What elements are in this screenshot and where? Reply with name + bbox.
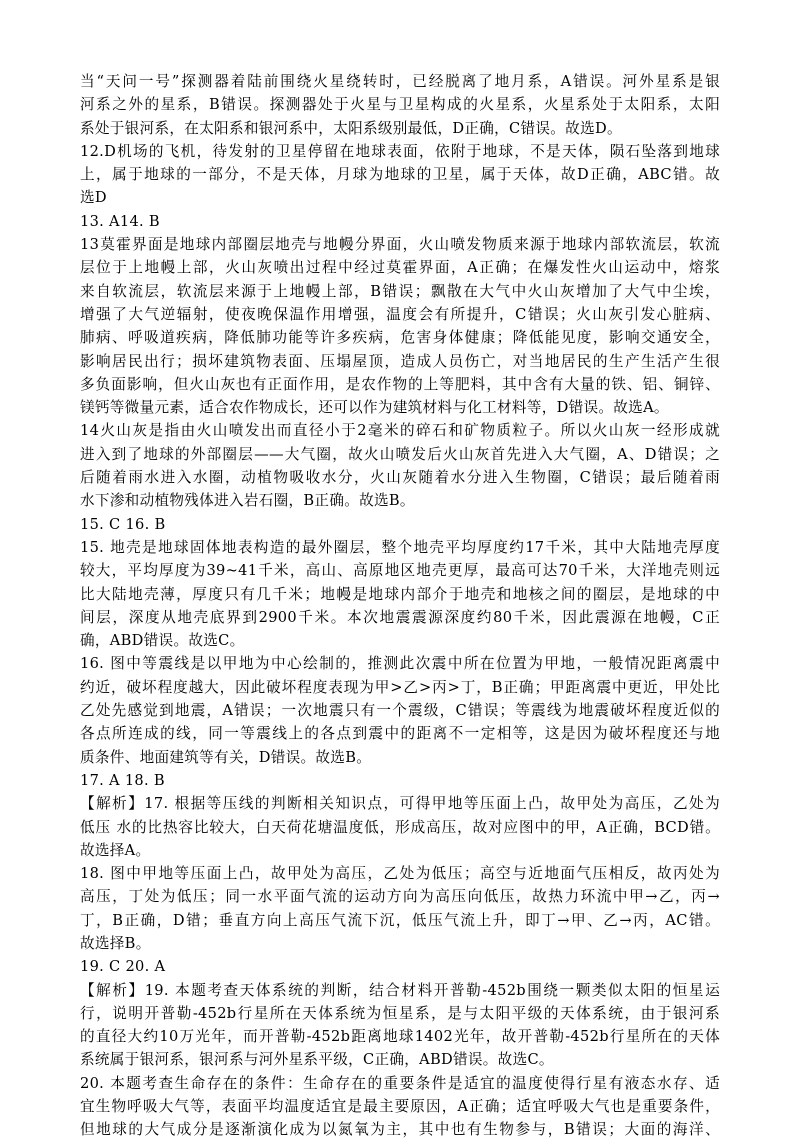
- text-line: 比大陆地壳薄，厚度只有几千米；地幔是地球内部介于地壳和地核之间的圈层，是地球的中: [80, 585, 720, 603]
- text-line: 的直径大约10万光年，而开普勒-452b距离地球1402光年，故开普勒-452b行星所在的天体: [80, 1028, 720, 1046]
- text-line: 水下渗和动植物残体进入岩石圈，B正确。故选B。: [80, 492, 415, 510]
- text-line: 肺病、呼吸道疾病，降低肺功能等许多疾病，危害身体健康；降低能见度，影响交通安全，: [80, 329, 720, 347]
- text-line: 质条件、地面建筑等有关，D错误。故选B。: [80, 748, 372, 766]
- text-line: 各点所连成的线，同一等震线上的各点到震中的距离不一定相等，这是因为破坏程度还与地: [80, 725, 720, 743]
- text-line: 20. 本题考查生命存在的条件：生命存在的重要条件是适宜的温度使得行星有液态水存、适: [80, 1074, 720, 1092]
- text-line: 当“天问一号”探测器着陆前围绕火星绕转时，已经脱离了地月系，A错误。河外星系是银: [80, 73, 720, 90]
- text-line: 丁，B正确，D错；垂直方向上高压气流下沉，低压气流上升，即丁→甲、乙→丙，AC错。: [80, 911, 720, 929]
- text-line: 宜生物呼吸大气等，表面平均温度适宜是最主要原因，A正确；适宜呼吸大气也是重要条件，: [80, 1098, 720, 1116]
- text-line: 较大，平均厚度为39~41千米，高山、高原地区地壳更厚，最高可达70千米，大洋地壳则远: [80, 562, 720, 580]
- text-line: 13. A14. B: [80, 212, 160, 230]
- text-line: 15. C 16. B: [80, 515, 166, 533]
- text-line: 河系之外的星系，B错误。探测器处于火星与卫星构成的火星系，火星系处于太阳系，太阳: [80, 96, 720, 114]
- text-line: 后随着雨水进入水圈，动植物吸收水分，火山灰随着水分进入生物圈，C错误；最后随着雨: [80, 469, 720, 487]
- text-line: 进入到了地球的外部圈层——大气圈，故火山喷发后火山灰首先进入大气圈，A、D错误；之: [80, 445, 720, 463]
- text-line: 乙处先感觉到地震，A错误；一次地震只有一个震级，C错误；等震线为地震破坏程度近似的: [80, 702, 720, 720]
- text-line: 14火山灰是指由火山喷发出而直径小于2毫米的碎石和矿物质粒子。所以火山灰一经形成就: [80, 422, 720, 440]
- text-line: 约近，破坏程度越大，因此破坏程度表现为甲>乙>丙>丁，B正确；甲距离震中更近，甲处比: [80, 678, 720, 696]
- text-line: 层位于上地幔上部，火山灰喷出过程中经过莫霍界面，A正确；在爆发性火山运动中，熔浆: [80, 259, 720, 277]
- text-line: 18. 图中甲地等压面上凸，故甲处为高压，乙处为低压；高空与近地面气压相反，故丙处为: [80, 865, 720, 883]
- text-line: 上，属于地球的一部分，不是天体，月球为地球的卫星，属于天体，故D正确，ABC错。故: [80, 166, 720, 184]
- text-line: 影响居民出行；损坏建筑物表面、压塌屋顶，造成人员伤亡，对当地居民的生产生活产生很: [80, 352, 720, 370]
- text-line: 高压，丁处为低压；同一水平面气流的运动方向为高压向低压，故热力环流中甲→乙，丙→: [80, 888, 720, 906]
- text-line: 16. 图中等震线是以甲地为中心绘制的，推测此次震中所在位置为甲地，一般情况距离震中: [80, 655, 720, 673]
- text-line: 选D: [80, 189, 107, 207]
- text-line: 但地球的大气成分是逐渐演化成为以氮氧为主，其中也有生物参与，B错误；大面的海洋、: [80, 1121, 720, 1139]
- text-line: 【解析】19. 本题考查天体系统的判断，结合材料开普勒-452b围绕一颗类似太阳的恒星运: [80, 981, 720, 999]
- text-line: 故选择B。: [80, 934, 151, 952]
- text-line: 行，说明开普勒-452b行星所在天体系统为恒星系，是与太阳平级的天体系统，由于银河系: [80, 1004, 720, 1022]
- text-line: 故选择A。: [80, 841, 151, 859]
- text-line: 【解析】17. 根据等压线的判断相关知识点，可得甲地等压面上凸，故甲处为高压，乙处为: [80, 795, 720, 813]
- text-line: 确，ABD错误。故选C。: [80, 632, 245, 650]
- text-line: 13莫霍界面是地球内部圈层地壳与地幔分界面，火山喷发物质来源于地球内部软流层，软流: [80, 236, 720, 254]
- text-line: 间层，深度从地壳底界到2900千米。本次地震震源深度约80千米，因此震源在地幔，C正: [80, 608, 720, 626]
- text-line: 17. A 18. B: [80, 771, 165, 789]
- text-line: 12.D机场的飞机，待发射的卫星停留在地球表面，依附于地球，不是天体，陨石坠落到地球: [80, 142, 720, 160]
- text-line: 系处于银河系，在太阳系和银河系中，太阳系级别最低，D正确，C错误。故选D。: [80, 119, 622, 137]
- text-line: 低压 水的比热容比较大，白天荷花塘温度低，形成高压，故对应图中的甲，A正确，BCD错。: [80, 818, 720, 836]
- text-line: 系统属于银河系，银河系与河外星系平级，C正确，ABD错误。故选C。: [80, 1051, 554, 1069]
- text-line: 19. C 20. A: [80, 958, 166, 976]
- text-line: 多负面影响，但火山灰也有正面作用，是农作物的上等肥料，其中含有大量的铁、铝、铜锌、: [80, 375, 720, 393]
- text-line: 来自软流层，软流层来源于上地幔上部，B错误；飘散在大气中火山灰增加了大气中尘埃，: [80, 282, 720, 300]
- text-line: 15. 地壳是地球固体地表构造的最外圈层，整个地壳平均厚度约17千米，其中大陆地壳厚度: [80, 538, 720, 556]
- text-line: 镁钙等微量元素，适合农作物成长，还可以作为建筑材料与化工材料等，D错误。故选A。: [80, 399, 669, 417]
- text-line: 增强了大气逆辐射，使夜晚保温作用增强，温度会有所提升，C错误；火山灰引发心脏病、: [80, 305, 720, 323]
- document-body: [80, 70, 720, 1142]
